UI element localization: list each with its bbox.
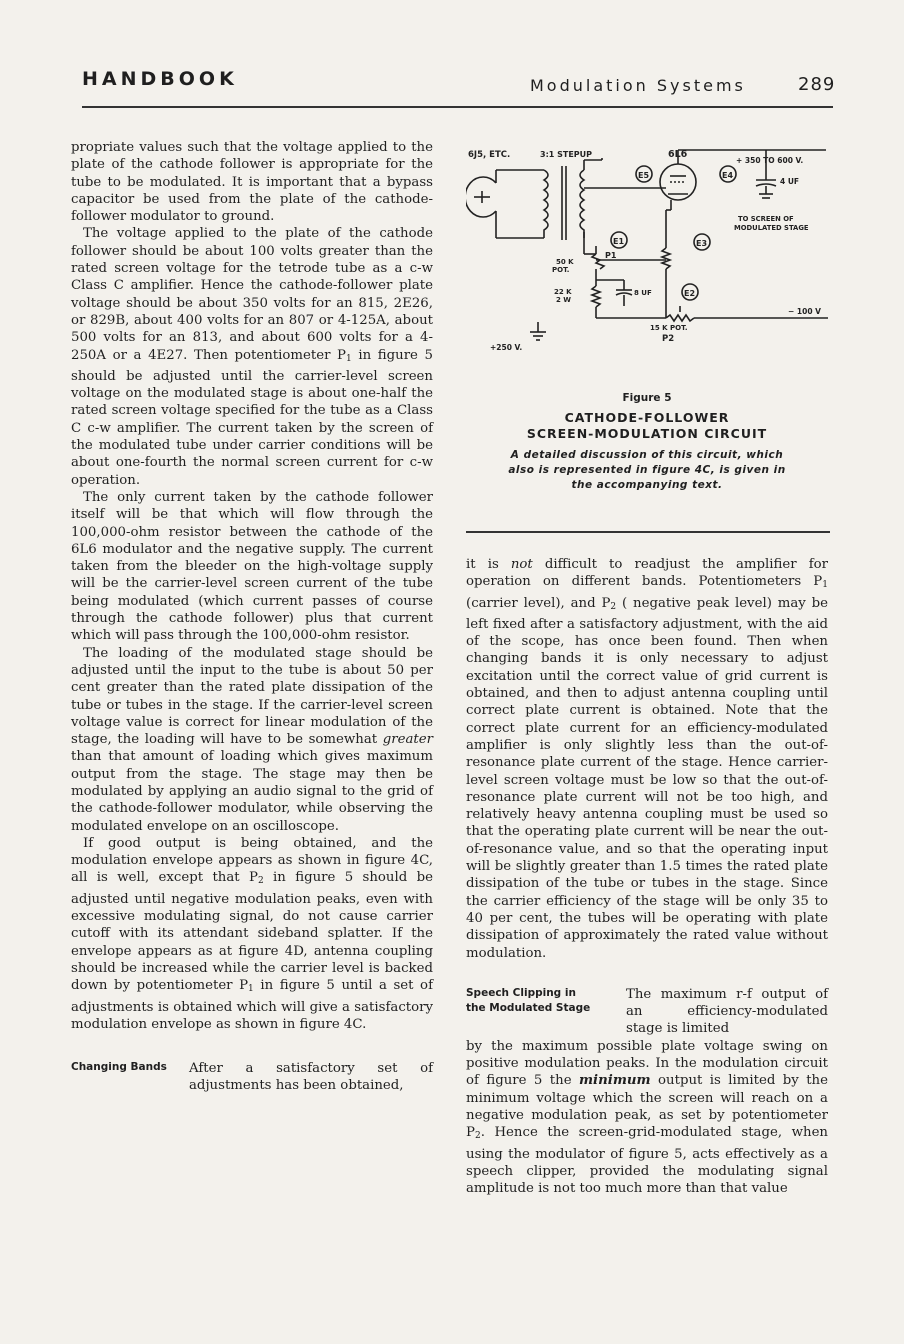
side-heading: Changing Bands <box>71 1061 167 1074</box>
right-column <box>466 556 828 1197</box>
svg-text:E2: E2 <box>684 289 696 298</box>
paragraph: The voltage applied to the plate of the cathode follower should be about 100 volts greater than the rated screen voltage for the tetrode tube as a c-w Class C amplifier. Hence the cathode-follower plate voltage should be about 350 volts for an 815, 2E26, or 829B, about 400 volts for an 807 or 4-125A, about 500 volts for an 813, and about 600 volts for a 4-250A or a 4E27. Then potentiometer $P_1$ in figure 5 should be adjusted until the carrier-level screen voltage on the modulated stage is about one-half the rated screen voltage specified for the tube as a Class C c-w amplifier. The current taken by the screen of the modulated tube under carrier conditions will be about one-fourth the normal screen current for c-w operation. <box>71 226 433 488</box>
figure-description: A detailed discussion of this circuit, which also is represented in figure 4C, is given in the accompanying text. <box>508 449 786 491</box>
paragraph-start: The maximum r-f output of an efficiency-modulated stage is limited <box>626 986 828 1037</box>
paragraph: The only current taken by the cathode follower itself will be that which will flow through the 100,000-ohm resistor between the cathode of the 6L6 modulator and the negative supply. The current taken from the bleeder on the high-voltage supply will be the carrier-level screen current of the tube being modulated (which current passes of course through the cathode follower) plus that current which will pass through the 100,000-ohm resistor. <box>71 489 433 644</box>
running-head-section: Modulation Systems <box>530 76 746 95</box>
label-res-22k-1: 22 K <box>554 288 572 296</box>
label-supply-plus: + 350 TO 600 V. <box>736 156 804 165</box>
pot-50k <box>592 254 604 269</box>
label-tube2: 6L6 <box>668 149 688 160</box>
label-tube1: 6J5, ETC. <box>468 150 511 160</box>
label-p1: P1 <box>605 251 617 260</box>
label-minus-100: − 100 V <box>788 307 821 316</box>
figure-label: Figure 5 <box>622 392 672 404</box>
header-rule <box>82 106 833 108</box>
emphasis: greater <box>382 732 433 748</box>
pot-15k <box>666 315 694 321</box>
transformer-primary <box>544 170 548 238</box>
emphasis: not <box>510 557 533 572</box>
label-transformer: 3:1 STEPUP <box>540 150 593 159</box>
label-res-22k-2: 2 W <box>556 296 572 304</box>
paragraph: by the maximum possible plate voltage swing on positive modulation peaks. In the modulation circuit of figure 5 the minimum output is limited by the minimum voltage which the screen will reach on a negative modulation peak, as set by potentiometer $P_2$. Hence the screen-grid-modulated stage, when using the modulator of figure 5, acts effectively as a speech clipper, provided the modulating signal amplitude is not too much more than that value <box>466 1038 828 1197</box>
figure-title-line2: SCREEN-MODULATION CIRCUIT <box>526 426 768 441</box>
emphasis: minimum <box>578 1073 651 1089</box>
transformer-secondary <box>580 170 584 238</box>
label-pot-15k: 15 K POT. <box>650 324 688 332</box>
label-cap-4uf: 4 UF <box>780 177 800 186</box>
label-plus-250: +250 V. <box>490 343 523 352</box>
figure-caption <box>466 392 828 493</box>
label-cap-8uf: 8 UF <box>634 289 652 297</box>
label-pot-50k-2: POT. <box>552 266 570 274</box>
section-changing-bands <box>71 1060 433 1095</box>
paragraph: After a satisfactory set of adjustments has been obtained, <box>189 1061 433 1094</box>
svg-text:E5: E5 <box>638 171 650 180</box>
section-speech-clipping <box>466 986 828 1038</box>
svg-text:E1: E1 <box>613 237 625 246</box>
label-p2: P2 <box>662 334 675 344</box>
page-number: 289 <box>798 74 836 95</box>
left-column <box>71 139 433 1095</box>
running-head-title: HANDBOOK <box>82 68 238 90</box>
svg-text:E3: E3 <box>696 239 708 248</box>
side-heading: Speech Clipping in the Modulated Stage <box>466 986 591 1014</box>
paragraph: If good output is being obtained, and the modulation envelope appears as shown in figure 4C, all is well, except that $P_2$ in figure 5 should be adjusted until negative modulation peaks, even with excessive modulating signal, do not cause carrier cutoff with its attendant sideband splatter. If the envelope appears as at figure 4D, antenna coupling should be increased while the carrier level is backed down by potentiometer $P_1$ in figure 5 until a set of adjustments is obtained which will give a satisfactory modulation envelope as shown in figure 4C. <box>71 835 433 1032</box>
paragraph: The loading of the modulated stage should be adjusted until the input to the tube is about 50 per cent greater than the rated plate dissipation of the tube or tubes in the stage. If the carrier-level screen voltage value is correct for linear modulation of the stage, the loading will have to be somewhat greater than that amount of loading which gives maximum output from the stage. The stage may then be modulated by applying an audio signal to the grid of the cathode-follower modulator, while observing the modulated envelope on an oscilloscope. <box>71 645 433 834</box>
figure-title-line1: CATHODE-FOLLOWER <box>564 410 730 425</box>
paragraph: it is not difficult to readjust the amplifier for operation on different bands. Potentiometers $P_1$ (carrier level), and $P_2$ ( negative peak level) may be left fixed after a satisfactory adjustment, with the aid of the scope, has once been found. Then when changing bands it is only necessary to adjust excitation until the correct value of grid current is obtained, and then to adjust antenna coupling until correct plate current is obtained. Note that the correct plate current for an efficiency-modulated amplifier is only slightly less than the out-of-resonance plate current of the stage. Hence carrier-level screen voltage must be low so that the out-of-resonance plate current will not be too high, and relatively heavy antenna coupling must be used so that the operating plate current will be near the out-of-resonance value, and so that the operating input will be slightly greater than 1.5 times the rated plate dissipation of the tube or tubes in the stage. Since the carrier efficiency of the stage will be only 35 to 40 per cent, the tubes will be operating with plate dissipation of approximately the rated value without modulation. <box>466 557 828 961</box>
circuit-diagram <box>466 136 838 358</box>
label-to-screen-1: TO SCREEN OF <box>738 215 794 223</box>
label-pot-50k-1: 50 K <box>556 258 574 266</box>
figure-rule <box>466 531 830 533</box>
svg-text:E4: E4 <box>722 171 734 180</box>
resistor-100k <box>662 248 670 269</box>
paragraph: propriate values such that the voltage applied to the plate of the cathode follower is appropriate for the tube to be modulated. It is important that a bypass capacitor be used from the plate of the cathode-follower modulator to ground. <box>71 140 433 225</box>
label-to-screen-2: MODULATED STAGE <box>734 224 809 232</box>
resistor-22k <box>592 286 600 307</box>
